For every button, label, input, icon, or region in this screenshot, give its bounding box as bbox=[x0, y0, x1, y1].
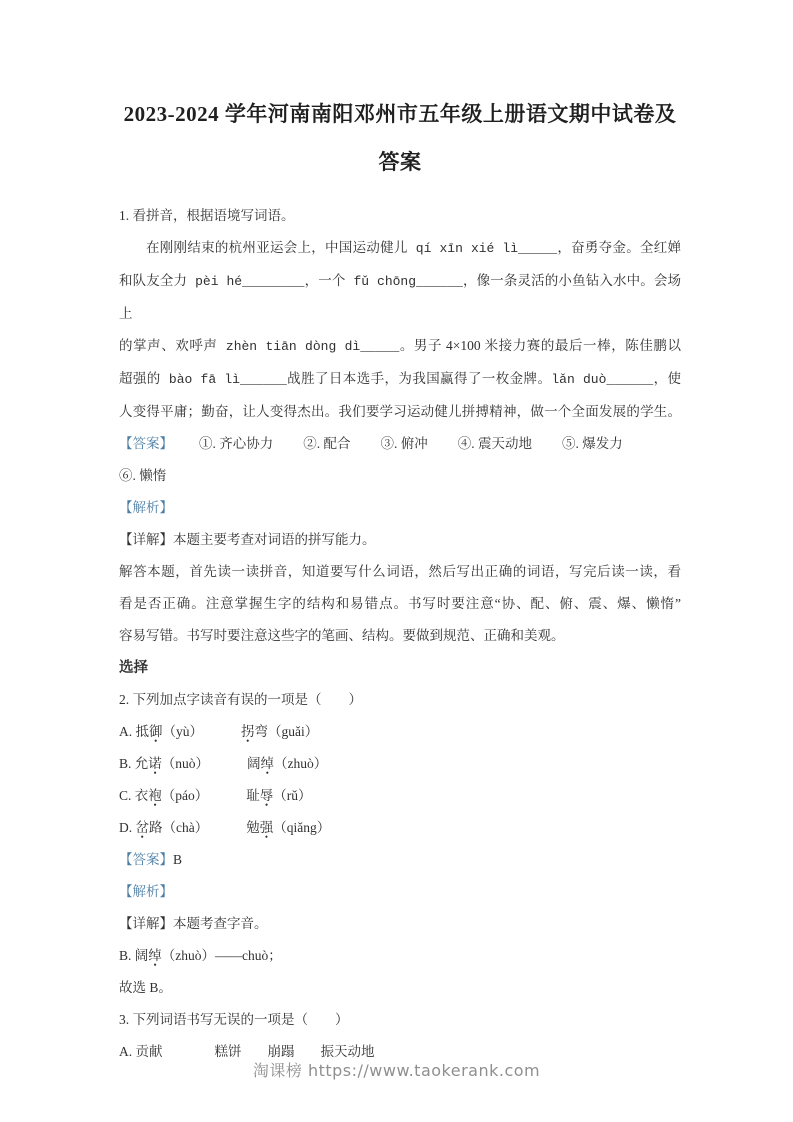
text-run: B bbox=[173, 852, 183, 867]
text-run: ①. 齐心协力 bbox=[199, 436, 274, 451]
text-run: ，一个 bbox=[304, 273, 346, 288]
text-run: 容易写错。书写时要注意这些字的笔画、结构。要做到规范、正确和美观。 bbox=[119, 628, 565, 643]
dotted-char: 袍 bbox=[148, 788, 162, 803]
q2-explain-line-3 bbox=[119, 972, 681, 1004]
spacer bbox=[428, 447, 458, 448]
text-run: 【详解】本题主要考查对词语的拼写能力。 bbox=[119, 532, 376, 547]
text-run: 和队友全力 bbox=[119, 273, 188, 288]
dotted-char: 辱 bbox=[259, 788, 274, 803]
spacer bbox=[242, 1055, 268, 1056]
fill-in-blank: ______ bbox=[239, 372, 287, 387]
spacer bbox=[208, 799, 246, 800]
text-run: ⑤. 爆发力 bbox=[562, 436, 623, 451]
pinyin-run: zhèn tiān dòng dì bbox=[217, 339, 361, 354]
text-run: 糕饼 bbox=[214, 1044, 242, 1059]
text-run: （zhuò） bbox=[274, 756, 328, 771]
q2-analysis-label bbox=[119, 876, 681, 908]
text-run: 的掌声、欢呼声 bbox=[119, 338, 218, 353]
answer-label: 【答案】 bbox=[119, 852, 173, 867]
fill-in-blank: ______ bbox=[416, 274, 463, 289]
spacer bbox=[351, 447, 381, 448]
fill-in-blank: ________ bbox=[242, 274, 305, 289]
title-line-1: 2023-2024 学年河南南阳邓州市五年级上册语文期中试卷及 bbox=[123, 102, 677, 126]
text-run: C. 衣 bbox=[119, 788, 149, 803]
dotted-char: 御 bbox=[149, 724, 163, 739]
text-run: 解答本题，首先读一读拼音，知道要写什么词语，然后写出正确的词语，写完后读一读，看 bbox=[119, 564, 681, 579]
q1-passage-line-3 bbox=[119, 330, 681, 363]
text-run: 耻 bbox=[246, 788, 260, 803]
text-run: ，奋勇夺金。全红婵 bbox=[557, 240, 682, 255]
text-run: （rǔ） bbox=[273, 788, 312, 803]
fill-in-blank: _____ bbox=[360, 339, 400, 354]
text-run: ④. 震天动地 bbox=[457, 436, 532, 451]
text-run: 【详解】本题考查字音。 bbox=[119, 916, 268, 931]
fill-in-blank: _____ bbox=[518, 241, 558, 256]
text-run: ，使 bbox=[653, 371, 682, 386]
spacer bbox=[532, 447, 562, 448]
text-run: 振天动地 bbox=[320, 1044, 375, 1059]
text-run: B. 阔 bbox=[119, 948, 149, 963]
text-run: 。男子 4×100 米接力赛的最后一棒，陈佳鹏以 bbox=[399, 338, 681, 353]
q2-option-d bbox=[119, 812, 681, 844]
text-run: （yù） bbox=[162, 724, 203, 739]
section-heading-text: 选择 bbox=[119, 660, 148, 676]
document-content bbox=[119, 90, 681, 1068]
dotted-char: 强 bbox=[259, 820, 274, 835]
text-run: 崩蹋 bbox=[267, 1044, 295, 1059]
q1-analysis-label bbox=[119, 492, 681, 524]
q1-passage-line-4 bbox=[119, 363, 681, 396]
q2-option-b bbox=[119, 748, 681, 780]
text-run: 1. 看拼音，根据语境写词语。 bbox=[119, 208, 295, 223]
pinyin-run: bào fā lì bbox=[160, 372, 240, 387]
text-run: 在刚刚结束的杭州亚运会上，中国运动健儿 bbox=[146, 240, 408, 255]
document-title bbox=[119, 90, 681, 186]
spacer bbox=[163, 1055, 215, 1056]
dotted-char: 绰 bbox=[148, 948, 162, 963]
dotted-char: 岔 bbox=[135, 820, 149, 835]
text-run: B. 允 bbox=[119, 756, 149, 771]
answer-label: 【答案】 bbox=[119, 436, 173, 451]
text-run: D. bbox=[119, 820, 136, 835]
q1-stem bbox=[119, 200, 681, 232]
analysis-label: 【解析】 bbox=[119, 884, 173, 899]
text-run: 勉 bbox=[246, 820, 260, 835]
q1-explain-line-1 bbox=[119, 524, 681, 556]
title-line-2: 答案 bbox=[378, 150, 422, 174]
dotted-char: 拐 bbox=[241, 724, 255, 739]
text-run: A. 抵 bbox=[119, 724, 149, 739]
q1-explain-line-2 bbox=[119, 556, 681, 588]
spacer bbox=[295, 1055, 321, 1056]
q2-option-c bbox=[119, 780, 681, 812]
footer-watermark bbox=[0, 1058, 793, 1081]
text-run: 路（chà） bbox=[149, 820, 209, 835]
section-heading bbox=[119, 652, 681, 684]
text-run: 故选 B。 bbox=[119, 980, 172, 995]
text-run: 人变得平庸；勤奋，让人变得杰出。我们要学习运动健儿拼搏精神，做一个全面发展的学生。 bbox=[119, 404, 681, 419]
q1-passage-line-5 bbox=[119, 396, 681, 428]
q1-answer-line-2 bbox=[119, 460, 681, 492]
text-run: ，像一条灵活的小鱼钻入水中。会场上 bbox=[119, 273, 682, 321]
analysis-label: 【解析】 bbox=[119, 500, 173, 515]
q2-answer bbox=[119, 844, 681, 876]
q2-explain-line-1 bbox=[119, 908, 681, 940]
q1-passage-line-1 bbox=[119, 232, 681, 265]
spacer bbox=[209, 767, 247, 768]
text-run: 看是否正确。注意掌握生字的结构和易错点。书写时要注意“协、配、俯、震、爆、懒惰” bbox=[119, 596, 681, 611]
pinyin-run: qí xīn xié lì bbox=[407, 241, 519, 256]
spacer bbox=[173, 447, 199, 448]
text-run: 阔 bbox=[247, 756, 261, 771]
pinyin-run: pèi hé bbox=[187, 274, 243, 289]
q1-passage-line-2 bbox=[119, 265, 681, 330]
text-run: （qiǎng） bbox=[273, 820, 331, 835]
q1-explain-line-4 bbox=[119, 620, 681, 652]
text-run: 超强的 bbox=[119, 371, 161, 386]
footer-text: 淘课榜 https://www.taokerank.com bbox=[252, 1061, 541, 1080]
spacer bbox=[273, 447, 303, 448]
pinyin-run: fǔ chōng bbox=[345, 274, 417, 289]
text-run: 2. 下列加点字读音有误的一项是（ ） bbox=[119, 692, 362, 707]
text-run: ②. 配合 bbox=[303, 436, 351, 451]
text-run: （nuò） bbox=[161, 756, 210, 771]
dotted-char: 诺 bbox=[148, 756, 162, 771]
q2-explain-line-2 bbox=[119, 940, 681, 972]
q2-option-a bbox=[119, 716, 681, 748]
spacer bbox=[203, 735, 241, 736]
fill-in-blank: ______ bbox=[606, 372, 654, 387]
text-run: ⑥. 懒惰 bbox=[119, 468, 167, 483]
text-run: ③. 俯冲 bbox=[380, 436, 428, 451]
q2-stem bbox=[119, 684, 681, 716]
spacer bbox=[208, 831, 246, 832]
q1-explain-line-3 bbox=[119, 588, 681, 620]
text-run: 战胜了日本选手，为我国赢得了一枚金牌。 bbox=[286, 371, 552, 386]
dotted-char: 绰 bbox=[260, 756, 275, 771]
text-run: 弯（guǎi） bbox=[254, 724, 319, 739]
pinyin-run: lǎn duò bbox=[551, 372, 607, 387]
q1-answer bbox=[119, 428, 681, 460]
q3-stem bbox=[119, 1004, 681, 1036]
document-body bbox=[119, 200, 681, 1068]
text-run: A. 贡献 bbox=[119, 1044, 163, 1059]
text-run: 3. 下列词语书写无误的一项是（ ） bbox=[119, 1012, 349, 1027]
text-run: （páo） bbox=[161, 788, 209, 803]
text-run: （zhuò）——chuò； bbox=[161, 948, 282, 963]
